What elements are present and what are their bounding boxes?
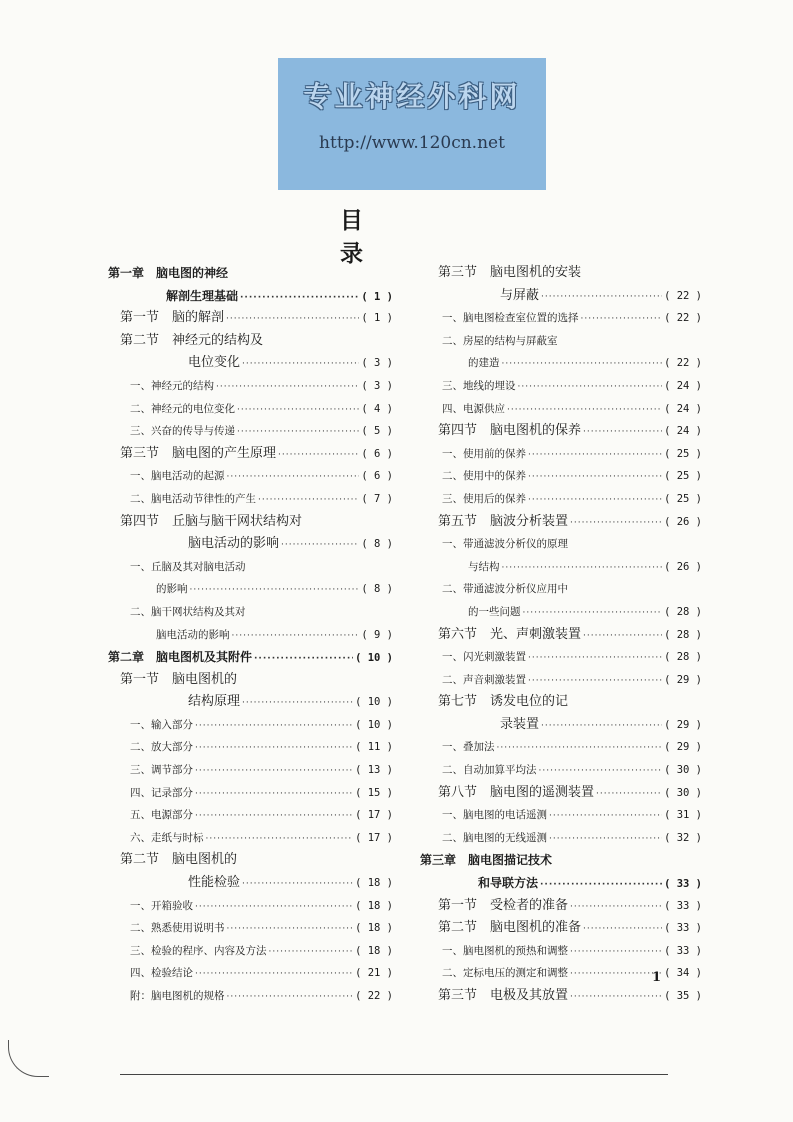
toc-entry-page: ( 4 ) [361,402,393,415]
toc-entry-page: ( 28 ) [664,628,702,641]
toc-entry-label: 第二节 脑电图机的准备 [438,920,582,936]
toc-leader-dots [190,579,360,602]
toc-entry-label: 二、熟悉使用说明书 [130,922,225,935]
toc-leader-dots [596,783,662,806]
toc-entry [108,962,393,985]
watermark-url: http://www.120cn.net [319,133,505,153]
toc-entry [108,691,393,714]
toc-entry [108,578,393,601]
toc-entry-page: ( 5 ) [361,425,393,438]
toc-entry-label: 三、地线的埋设 [442,379,516,392]
toc-entry [420,827,702,850]
toc-entry-page: ( 33 ) [664,944,702,957]
toc-entry [420,985,702,1008]
toc-entry-page: ( 3 ) [361,379,393,392]
toc-entry-label: 和导联方法 [478,876,539,891]
toc-entry [420,849,702,872]
toc-entry [420,398,702,421]
toc-entry [108,940,393,963]
toc-entry-label: 一、带通滤波分析仪的原理 [442,538,568,551]
toc-entry [420,488,702,511]
toc-leader-dots [232,625,360,648]
toc-entry [108,375,393,398]
toc-entry [420,804,702,827]
toc-entry-label: 第一节 受检者的准备 [438,897,569,913]
toc-entry-page: ( 1 ) [361,312,393,325]
toc-entry-page: ( 24 ) [664,425,702,438]
toc-leader-dots [242,692,353,715]
toc-leader-dots [549,828,662,851]
toc-entry-label: 二、神经元的电位变化 [130,402,235,415]
toc-entry-page: ( 11 ) [355,741,393,754]
toc-entry-page: ( 24 ) [664,402,702,415]
toc-entry-label: 二、带通滤波分析仪应用中 [442,583,568,596]
toc-entry-label: 二、定标电压的测定和调整 [442,967,568,980]
bottom-rule [120,1074,668,1075]
toc-entry-label: 二、脑电活动节律性的产生 [130,492,256,505]
toc-entry-label: 第八节 脑电图的遥测装置 [438,784,595,800]
toc-entry [108,601,393,624]
toc-entry [108,849,393,872]
toc-entry-label: 六、走纸与时标 [130,831,204,844]
toc-entry [420,646,702,669]
page-number: 1 [652,970,662,985]
toc-entry-page: ( 10 ) [355,718,393,731]
toc-leader-dots [242,873,353,896]
toc-entry-page: ( 18 ) [355,899,393,912]
toc-entry-page: ( 17 ) [355,831,393,844]
toc-entry-label: 第三节 脑电图的产生原理 [120,445,277,461]
toc-entry-label: 二、脑干网状结构及其对 [130,605,246,618]
toc-entry [420,872,702,895]
toc-entry-label: 的一些问题 [468,605,521,618]
toc-entry [420,601,702,624]
toc-entry-label: 第二节 脑电图机的 [120,852,238,868]
toc-leader-dots [278,444,359,467]
toc-leader-dots [528,444,662,467]
toc-entry [420,691,702,714]
toc-leader-dots [541,286,662,309]
toc-entry-label: 二、房屋的结构与屏蔽室 [442,334,558,347]
toc-entry-label: 的影响 [156,583,188,596]
toc-leader-dots [518,376,663,399]
toc-entry-label: 第一节 脑电图机的 [120,671,238,687]
toc-leader-dots [570,512,662,535]
toc-leader-dots [570,963,662,986]
toc-entry-label: 三、使用后的保养 [442,492,526,505]
watermark-title: 专业神经外科网 [303,80,521,113]
toc-leader-dots [570,986,662,1009]
toc-entry-label: 结构原理 [188,694,241,710]
toc-entry-label: 三、调节部分 [130,764,193,777]
toc-entry [420,465,702,488]
toc-entry-label: 第二章 脑电图机及其附件 [108,650,253,665]
toc-entry-page: ( 22 ) [664,312,702,325]
toc-entry [420,307,702,330]
toc-leader-dots [507,399,662,422]
toc-entry-page: ( 18 ) [355,944,393,957]
toc-entry [108,398,393,421]
toc-entry [108,804,393,827]
toc-entry-page: ( 30 ) [664,786,702,799]
toc-entry-page: ( 9 ) [361,628,393,641]
toc-entry [108,307,393,330]
toc-entry-page: ( 22 ) [664,357,702,370]
toc-entry-label: 与屏蔽 [500,287,540,303]
toc-entry [420,624,702,647]
toc-entry-page: ( 22 ) [355,990,393,1002]
toc-leader-dots [528,489,662,512]
toc-entry-page: ( 33 ) [664,878,702,891]
toc-entry-label: 第一章 脑电图的神经 [108,266,229,280]
toc-leader-dots [549,805,662,828]
toc-entry [108,556,393,579]
toc-entry [108,917,393,940]
toc-entry [420,511,702,534]
toc-entry-page: ( 24 ) [664,379,702,392]
toc-entry-label: 一、脑电图检查室位置的选择 [442,312,579,325]
toc-leader-dots [237,421,359,444]
toc-entry [420,782,702,805]
toc-entry-label: 解剖生理基础 [166,288,239,303]
toc-entry-page: ( 30 ) [664,764,702,777]
toc-entry-page: ( 34 ) [664,967,702,980]
toc-entry-label: 第六节 光、声刺激装置 [438,626,582,642]
toc-entry-label: 第五节 脑波分析装置 [438,513,569,529]
toc-entry-page: ( 17 ) [355,809,393,822]
toc-entry [108,533,393,556]
toc-entry-page: ( 33 ) [664,922,702,935]
toc-entry-label: 一、闪光刺激装置 [442,651,526,664]
toc-entry-page: ( 6 ) [361,470,393,483]
toc-entry [108,352,393,375]
toc-entry-page: ( 35 ) [664,990,702,1002]
toc-entry [420,759,702,782]
toc-entry-label: 第一节 脑的解剖 [120,310,225,326]
toc-entry-page: ( 1 ) [361,290,393,303]
toc-right-column [420,262,702,1008]
toc-entry-label: 第四节 丘脑与脑干网状结构对 [120,513,303,529]
toc-entry-page: ( 28 ) [664,651,702,664]
toc-entry [420,285,702,308]
page-title: 目 录 [340,208,407,267]
toc-leader-dots [237,399,359,422]
toc-entry-page: ( 8 ) [361,583,393,596]
toc-entry [420,714,702,737]
toc-entry-page: ( 8 ) [361,538,393,551]
toc-leader-dots [206,828,354,851]
toc-entry-label: 一、丘脑及其对脑电活动 [130,560,246,573]
toc-leader-dots [528,647,662,670]
toc-entry-page: ( 13 ) [355,764,393,777]
toc-leader-dots [227,466,360,489]
toc-entry-label: 的建造 [468,357,500,370]
toc-leader-dots [502,557,663,580]
toc-entry-page: ( 28 ) [664,605,702,618]
toc-entry [108,624,393,647]
toc-entry-label: 第二节 神经元的结构及 [120,332,264,348]
toc-entry-page: ( 21 ) [355,967,393,980]
toc-entry-page: ( 31 ) [664,809,702,822]
toc-entry-page: ( 29 ) [664,718,702,731]
toc-entry-page: ( 18 ) [355,922,393,935]
toc-entry [420,917,702,940]
toc-leader-dots [240,287,359,310]
toc-entry [420,375,702,398]
toc-entry [108,872,393,895]
toc-leader-dots [269,941,354,964]
toc-leader-dots [583,421,662,444]
toc-entry-page: ( 25 ) [664,447,702,460]
toc-leader-dots [226,308,359,331]
toc-entry [108,465,393,488]
toc-entry [108,827,393,850]
toc-leader-dots [581,308,663,331]
toc-entry [108,420,393,443]
toc-entry [108,759,393,782]
toc-entry-page: ( 25 ) [664,492,702,505]
toc-entry-label: 第三节 电极及其放置 [438,988,569,1003]
toc-entry-label: 三、兴奋的传导与传递 [130,425,235,438]
toc-leader-dots [227,986,354,1009]
toc-leader-dots [583,918,662,941]
toc-entry-label: 一、输入部分 [130,718,193,731]
toc-leader-dots [242,353,359,376]
toc-entry-label: 四、电源供应 [442,402,505,415]
toc-entry-label: 脑电活动的影响 [188,536,280,552]
toc-entry-label: 四、记录部分 [130,786,193,799]
toc-entry-label: 一、神经元的结构 [130,379,214,392]
toc-entry-page: ( 29 ) [664,673,702,686]
toc-entry [108,285,393,308]
toc-entry-label: 一、叠加法 [442,741,495,754]
toc-entry [420,330,702,353]
toc-entry [420,578,702,601]
toc-entry [108,511,393,534]
toc-leader-dots [195,715,353,738]
page-corner-mark [8,1040,49,1077]
toc-entry-page: ( 26 ) [664,560,702,573]
toc-leader-dots [195,737,353,760]
toc-entry [108,782,393,805]
toc-entry [108,443,393,466]
toc-entry [108,646,393,669]
toc-entry-label: 二、自动加算平均法 [442,764,537,777]
toc-leader-dots [254,648,353,671]
toc-entry [108,488,393,511]
toc-entry-label: 第四节 脑电图机的保养 [438,423,582,439]
toc-entry-label: 与结构 [468,560,500,573]
toc-entry [420,443,702,466]
toc-entry-label: 四、检验结论 [130,967,193,980]
toc-leader-dots [258,489,359,512]
toc-entry-page: ( 29 ) [664,741,702,754]
toc-entry-label: 一、开箱验收 [130,899,193,912]
toc-leader-dots [502,353,663,376]
toc-leader-dots [227,918,354,941]
toc-entry [420,669,702,692]
toc-entry [108,330,393,353]
toc-entry-label: 电位变化 [188,355,241,371]
toc-entry-label: 二、使用中的保养 [442,470,526,483]
toc-entry-label: 附：脑电图机的规格 [130,990,225,1002]
toc-leader-dots [528,466,662,489]
toc-entry-page: ( 32 ) [664,831,702,844]
toc-leader-dots [497,737,663,760]
toc-leader-dots [281,534,359,557]
toc-entry [420,420,702,443]
toc-leader-dots [195,760,353,783]
toc-entry-label: 二、声音刺激装置 [442,673,526,686]
toc-leader-dots [540,874,662,897]
toc-entry-label: 三、检验的程序、内容及方法 [130,944,267,957]
toc-entry-label: 二、放大部分 [130,741,193,754]
toc-entry-page: ( 3 ) [361,357,393,370]
toc-entry-label: 脑电活动的影响 [156,628,230,641]
toc-leader-dots [541,715,662,738]
toc-entry-label: 第三节 脑电图机的安装 [438,265,582,280]
toc-leader-dots [523,602,663,625]
toc-leader-dots [570,896,662,919]
toc-entry-page: ( 33 ) [664,899,702,912]
toc-left-column [108,262,393,1008]
toc-entry [108,736,393,759]
toc-entry [420,533,702,556]
toc-entry-label: 第三章 脑电图描记技术 [420,853,553,868]
toc-entry-label: 第七节 诱发电位的记 [438,694,569,710]
toc-entry [108,669,393,692]
watermark-banner [278,58,546,190]
toc-entry-label: 一、脑电图机的预热和调整 [442,944,568,957]
toc-entry-page: ( 10 ) [355,652,393,665]
toc-leader-dots [570,941,662,964]
toc-entry [420,895,702,918]
toc-entry-label: 一、使用前的保养 [442,447,526,460]
toc-entry-page: ( 6 ) [361,447,393,460]
toc-entry-page: ( 15 ) [355,786,393,799]
toc-entry-page: ( 26 ) [664,515,702,528]
toc-entry [420,352,702,375]
toc-leader-dots [195,963,353,986]
toc-entry [108,714,393,737]
toc-entry [420,556,702,579]
toc-leader-dots [539,760,663,783]
toc-leader-dots [195,896,353,919]
toc-leader-dots [216,376,359,399]
toc-entry [108,262,393,285]
toc-entry-label: 二、脑电图的无线遥测 [442,831,547,844]
toc-entry [108,895,393,918]
toc-leader-dots [195,805,353,828]
toc-entry-page: ( 22 ) [664,289,702,302]
toc-entry-page: ( 25 ) [664,470,702,483]
toc-leader-dots [528,670,662,693]
toc-leader-dots [583,625,662,648]
toc-leader-dots [195,783,353,806]
toc-entry [420,262,702,285]
toc-entry-label: 五、电源部分 [130,809,193,822]
toc-entry-label: 一、脑电活动的起源 [130,470,225,483]
toc-entry [420,940,702,963]
toc-entry [420,736,702,759]
toc-entry-label: 一、脑电图的电话遥测 [442,809,547,822]
toc-entry-label: 录装置 [500,716,540,732]
toc-entry-label: 性能检验 [188,875,241,891]
toc-entry-page: ( 7 ) [361,492,393,505]
toc-entry-page: ( 10 ) [355,696,393,709]
toc-entry [108,985,393,1008]
toc-entry-page: ( 18 ) [355,877,393,890]
